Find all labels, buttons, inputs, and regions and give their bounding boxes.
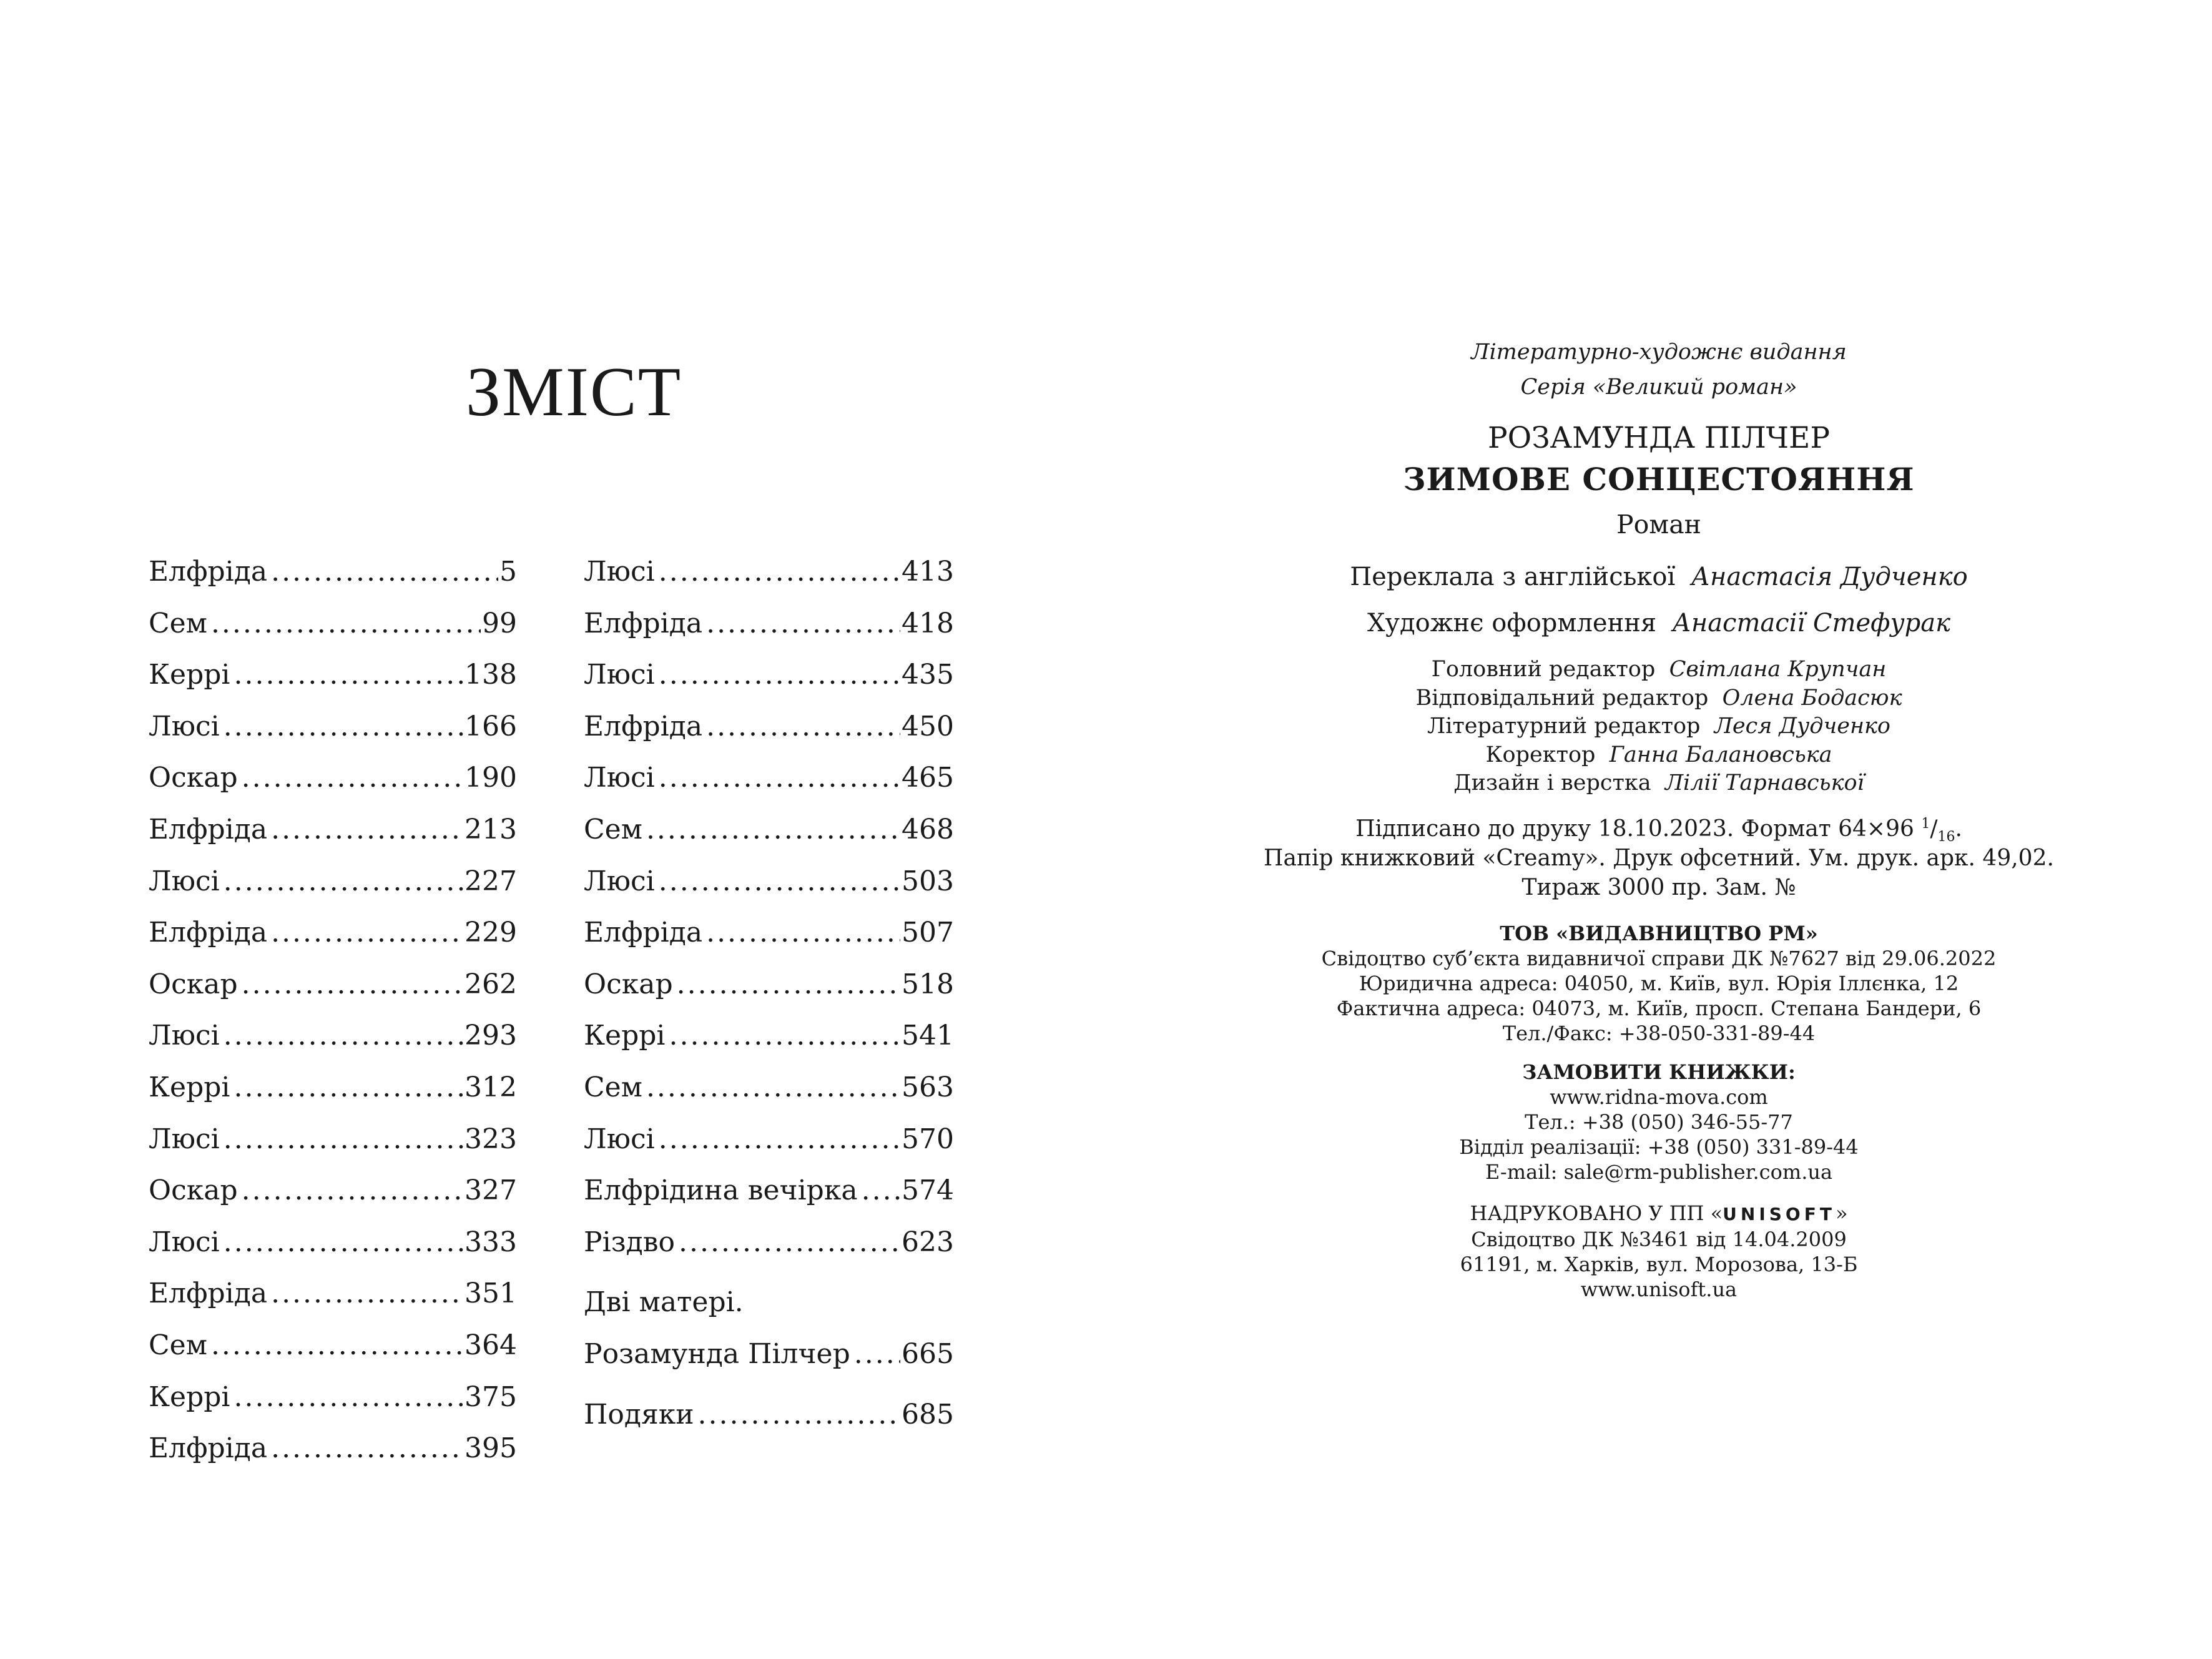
toc-entry-line2 <box>584 1329 954 1381</box>
toc-leader-dots <box>659 856 900 908</box>
staff-role: Коректор <box>1485 742 1596 767</box>
translation-credit <box>1106 559 2212 594</box>
book-title: ЗИМОВЕ СОНЦЕСТОЯННЯ <box>1403 461 1915 498</box>
toc-leader-dots <box>271 804 463 856</box>
toc-entry-page: 351 <box>465 1277 517 1310</box>
translation-label: Переклала з англійської <box>1350 563 1676 591</box>
toc-entry-page: 435 <box>902 659 954 691</box>
printer-certificate: Свідоцтво ДК №3461 від 14.04.2009 <box>1471 1227 1847 1251</box>
toc-entry-title: Люсі <box>584 556 655 588</box>
toc-leader-dots <box>698 1389 900 1441</box>
toc-leader-dots <box>271 1268 463 1320</box>
toc-entry-title: Керрі <box>149 1381 230 1413</box>
toc-leader-dots <box>706 701 900 753</box>
printer-brand: UNISOFT <box>1723 1203 1836 1224</box>
imprint-block <box>1106 335 2212 1302</box>
toc-entry-title: Сем <box>584 813 642 845</box>
toc-entry-page: 541 <box>902 1020 954 1052</box>
toc-leader-dots <box>659 649 900 701</box>
toc-leader-dots <box>224 1114 463 1166</box>
toc-entry-page: 138 <box>465 659 517 691</box>
toc-entry-title: Керрі <box>149 1071 230 1103</box>
publisher-name: ТОВ «ВИДАВНИЦТВО РМ» <box>1500 921 1818 945</box>
toc-entry-page: 570 <box>902 1123 954 1155</box>
toc-entry-page: 190 <box>465 762 517 794</box>
order-phone: Тел.: +38 (050) 346-55-77 <box>1525 1110 1793 1134</box>
toc-entry-page: 468 <box>902 813 954 845</box>
toc-entry-title: Люсі <box>584 1123 655 1155</box>
toc-entry-title-line1: Дві матері. <box>584 1286 744 1319</box>
toc-entry-title: Керрі <box>149 659 230 691</box>
toc-leader-dots <box>271 907 463 959</box>
toc-entry <box>584 1062 954 1114</box>
toc-entry-page: 395 <box>465 1432 517 1465</box>
toc-entry-title: Елфріда <box>149 556 268 588</box>
staff-role: Відповідальний редактор <box>1415 685 1709 711</box>
print-signing-line <box>1106 814 2212 844</box>
toc-entry <box>149 1372 517 1424</box>
toc-leader-dots <box>659 546 900 598</box>
toc-leader-dots <box>706 598 900 650</box>
toc-column-1 <box>149 546 517 1475</box>
contents-title: ЗМІСТ <box>466 353 682 431</box>
toc-entry-title: Елфріда <box>584 710 703 742</box>
staff-role: Літературний редактор <box>1427 714 1701 739</box>
toc-entry <box>584 856 954 908</box>
toc-entry <box>584 701 954 753</box>
toc-entry <box>584 1165 954 1217</box>
toc-entry <box>149 1062 517 1114</box>
toc-entry-title: Люсі <box>149 865 220 897</box>
toc-entry-page: 450 <box>902 710 954 742</box>
toc-entry-page: 413 <box>902 556 954 588</box>
toc-leader-dots <box>224 1010 463 1062</box>
toc-entry-title: Люсі <box>149 1020 220 1052</box>
toc-entry-title: Люсі <box>584 865 655 897</box>
format-fraction-denominator: 16 <box>1937 829 1955 845</box>
toc-entry <box>149 701 517 753</box>
toc-leader-dots <box>646 804 900 856</box>
toc-entry-title: Люсі <box>584 659 655 691</box>
toc-entry-title: Елфріда <box>584 607 703 639</box>
format-fraction-numerator: 1 <box>1921 815 1930 832</box>
translator-name: Анастасія Дудченко <box>1691 563 1968 591</box>
toc-entry <box>149 907 517 959</box>
toc-entry <box>149 804 517 856</box>
toc-leader-dots <box>234 1062 464 1114</box>
toc-entry <box>149 649 517 701</box>
toc-leader-dots <box>669 1010 901 1062</box>
toc-entry <box>584 752 954 804</box>
toc-entry-page: 623 <box>902 1226 954 1258</box>
toc-entry <box>584 959 954 1011</box>
printer-website: www.unisoft.ua <box>1580 1277 1738 1301</box>
toc-entry <box>149 1268 517 1320</box>
toc-entry-title: Елфріда <box>149 1432 268 1465</box>
toc-entry-page: 685 <box>902 1398 954 1430</box>
toc-entry <box>584 649 954 701</box>
toc-entry-title: Сем <box>149 607 207 639</box>
art-label: Художнє оформлення <box>1367 609 1657 638</box>
toc-entry-page: 323 <box>465 1123 517 1155</box>
toc-entry-page: 503 <box>902 865 954 897</box>
toc-leader-dots <box>271 546 498 598</box>
toc-leader-dots <box>242 752 463 804</box>
toc-entry <box>149 1114 517 1166</box>
toc-leader-dots <box>271 1423 463 1475</box>
author-name: РОЗАМУНДА ПІЛЧЕР <box>1488 421 1830 455</box>
art-credit <box>1106 606 2212 641</box>
toc-entry <box>584 546 954 598</box>
toc-entry-title: Сем <box>149 1329 207 1361</box>
toc-entry-page: 507 <box>902 917 954 949</box>
toc-entry-title: Елфріда <box>149 1277 268 1310</box>
publisher-certificate: Свідоцтво суб’єкта видавничої справи ДК №7627 від 29.06.2022 <box>1321 946 1997 970</box>
toc-entry-page: 166 <box>465 710 517 742</box>
right-page-imprint <box>1106 0 2212 1659</box>
publisher-phone: Тел./Факс: +38-050-331-89-44 <box>1502 1021 1816 1045</box>
order-heading: ЗАМОВИТИ КНИЖКИ: <box>1522 1060 1796 1084</box>
publisher-actual-address: Фактична адреса: 04073, м. Київ, просп. Степана Бандери, 6 <box>1336 996 1982 1020</box>
toc-entry-page: 518 <box>902 968 954 1000</box>
staff-name: Леся Дудченко <box>1714 714 1890 739</box>
toc-entry-title: Оскар <box>149 968 238 1000</box>
print-signing-text: Підписано до друку 18.10.2023. Формат 64×96 <box>1355 815 1914 842</box>
genre: Роман <box>1616 510 1701 539</box>
toc-entry-title: Оскар <box>149 1174 238 1207</box>
toc-entry-page: 375 <box>465 1381 517 1413</box>
toc-entry <box>149 959 517 1011</box>
toc-leader-dots <box>242 959 463 1011</box>
toc-entry-page: 364 <box>465 1329 517 1361</box>
toc-entry-page: 262 <box>465 968 517 1000</box>
toc-entry-title: Оскар <box>149 762 238 794</box>
publisher-info <box>1106 921 2212 1046</box>
toc-entry <box>149 1010 517 1062</box>
toc-entry-title: Подяки <box>584 1398 694 1430</box>
toc-entry <box>584 598 954 650</box>
staff-list <box>1106 656 2212 798</box>
staff-name: Ганна Балановська <box>1609 742 1832 767</box>
series-name: Серія «Великий роман» <box>1520 375 1797 400</box>
toc-entry <box>149 1165 517 1217</box>
printer-suffix: » <box>1835 1201 1848 1225</box>
toc-leader-dots <box>679 1217 900 1269</box>
toc-entry-acknowledgements <box>584 1389 954 1441</box>
toc-entry-title: Люсі <box>149 1226 220 1258</box>
toc-entry-title: Елфріда <box>149 813 268 845</box>
toc-entry-page: 418 <box>902 607 954 639</box>
toc-leader-dots <box>242 1165 463 1217</box>
toc-leader-dots <box>211 1320 463 1372</box>
toc-leader-dots <box>706 907 900 959</box>
toc-leader-dots <box>234 1372 464 1424</box>
toc-entry-title: Оскар <box>584 968 673 1000</box>
toc-entry-page: 327 <box>465 1174 517 1207</box>
toc-entry <box>149 856 517 908</box>
staff-name: Лілії Тарнавської <box>1664 770 1864 795</box>
staff-role: Головний редактор <box>1431 657 1656 682</box>
staff-row <box>1106 769 2212 798</box>
toc-entry-page: 563 <box>902 1071 954 1103</box>
toc-leader-dots <box>862 1165 900 1217</box>
toc-column-2 <box>584 546 954 1440</box>
toc-entry-page: 293 <box>465 1020 517 1052</box>
toc-entry-title: Елфріда <box>584 917 703 949</box>
toc-entry-title: Керрі <box>584 1020 666 1052</box>
printer-line <box>1106 1201 2212 1227</box>
printer-prefix: НАДРУКОВАНО У ПП « <box>1470 1201 1723 1225</box>
toc-entry <box>584 804 954 856</box>
toc-entry-title: Елфрідина вечірка <box>584 1174 858 1207</box>
technical-details <box>1106 814 2212 902</box>
toc-entry-title: Сем <box>584 1071 642 1103</box>
toc-entry-title: Люсі <box>149 710 220 742</box>
print-run-line: Тираж 3000 пр. Зам. № <box>1521 874 1796 900</box>
order-info <box>1106 1060 2212 1184</box>
staff-row <box>1106 684 2212 713</box>
toc-entry-page: 229 <box>465 917 517 949</box>
toc-leader-dots <box>854 1329 900 1381</box>
toc-leader-dots <box>659 752 900 804</box>
toc-entry <box>149 752 517 804</box>
toc-entry <box>584 1010 954 1062</box>
toc-leader-dots <box>224 1217 463 1269</box>
toc-entry-title: Різдво <box>584 1226 676 1258</box>
toc-leader-dots <box>234 649 464 701</box>
order-email: E-mail: sale@rm-publisher.com.ua <box>1485 1159 1833 1184</box>
toc-entry-page: 312 <box>465 1071 517 1103</box>
toc-leader-dots <box>659 1114 900 1166</box>
order-sales: Відділ реалізації: +38 (050) 331-89-44 <box>1459 1135 1859 1159</box>
artist-name: Анастасії Стефурак <box>1672 609 1950 638</box>
toc-leader-dots <box>224 701 463 753</box>
staff-row <box>1106 741 2212 770</box>
toc-entry-afterword <box>584 1277 954 1380</box>
toc-leader-dots <box>646 1062 900 1114</box>
toc-entry-page: 665 <box>902 1337 954 1370</box>
toc-entry <box>584 907 954 959</box>
toc-leader-dots <box>224 856 463 908</box>
printer-info <box>1106 1201 2212 1302</box>
toc-entry-title: Розамунда Пілчер <box>584 1337 850 1370</box>
toc-entry <box>584 1217 954 1269</box>
format-end: . <box>1955 815 1962 842</box>
staff-name: Світлана Крупчан <box>1669 657 1887 682</box>
paper-line: Папір книжковий «Creamy». Друк офсетний. Ум. друк. арк. 49,02. <box>1264 845 2054 871</box>
toc-leader-dots <box>211 598 481 650</box>
toc-entry-page: 227 <box>465 865 517 897</box>
staff-row <box>1106 656 2212 684</box>
toc-entry-page: 574 <box>902 1174 954 1207</box>
edition-type: Літературно-художнє видання <box>1471 340 1847 365</box>
toc-entry <box>149 1217 517 1269</box>
toc-entry <box>149 1423 517 1475</box>
toc-entry-page: 465 <box>902 762 954 794</box>
toc-entry-page: 333 <box>465 1226 517 1258</box>
toc-entry-page: 99 <box>482 607 517 639</box>
staff-row <box>1106 712 2212 741</box>
toc-entry-page: 5 <box>499 556 517 588</box>
staff-name: Олена Бодасюк <box>1722 685 1902 711</box>
toc-leader-dots <box>677 959 900 1011</box>
toc-entry-title: Люсі <box>584 762 655 794</box>
toc-entry <box>149 598 517 650</box>
printer-address: 61191, м. Харків, вул. Морозова, 13-Б <box>1460 1252 1858 1276</box>
toc-entry <box>584 1114 954 1166</box>
toc-entry-page: 213 <box>465 813 517 845</box>
order-website: www.ridna-mova.com <box>1550 1085 1768 1109</box>
toc-entry <box>149 1320 517 1372</box>
toc-entry-title: Люсі <box>149 1123 220 1155</box>
toc-entry <box>149 546 517 598</box>
staff-role: Дизайн і верстка <box>1453 770 1651 795</box>
toc-entry-title: Елфріда <box>149 917 268 949</box>
format-fraction-slash: / <box>1930 815 1938 842</box>
publisher-legal-address: Юридична адреса: 04050, м. Київ, вул. Юрія Іллєнка, 12 <box>1359 971 1959 995</box>
